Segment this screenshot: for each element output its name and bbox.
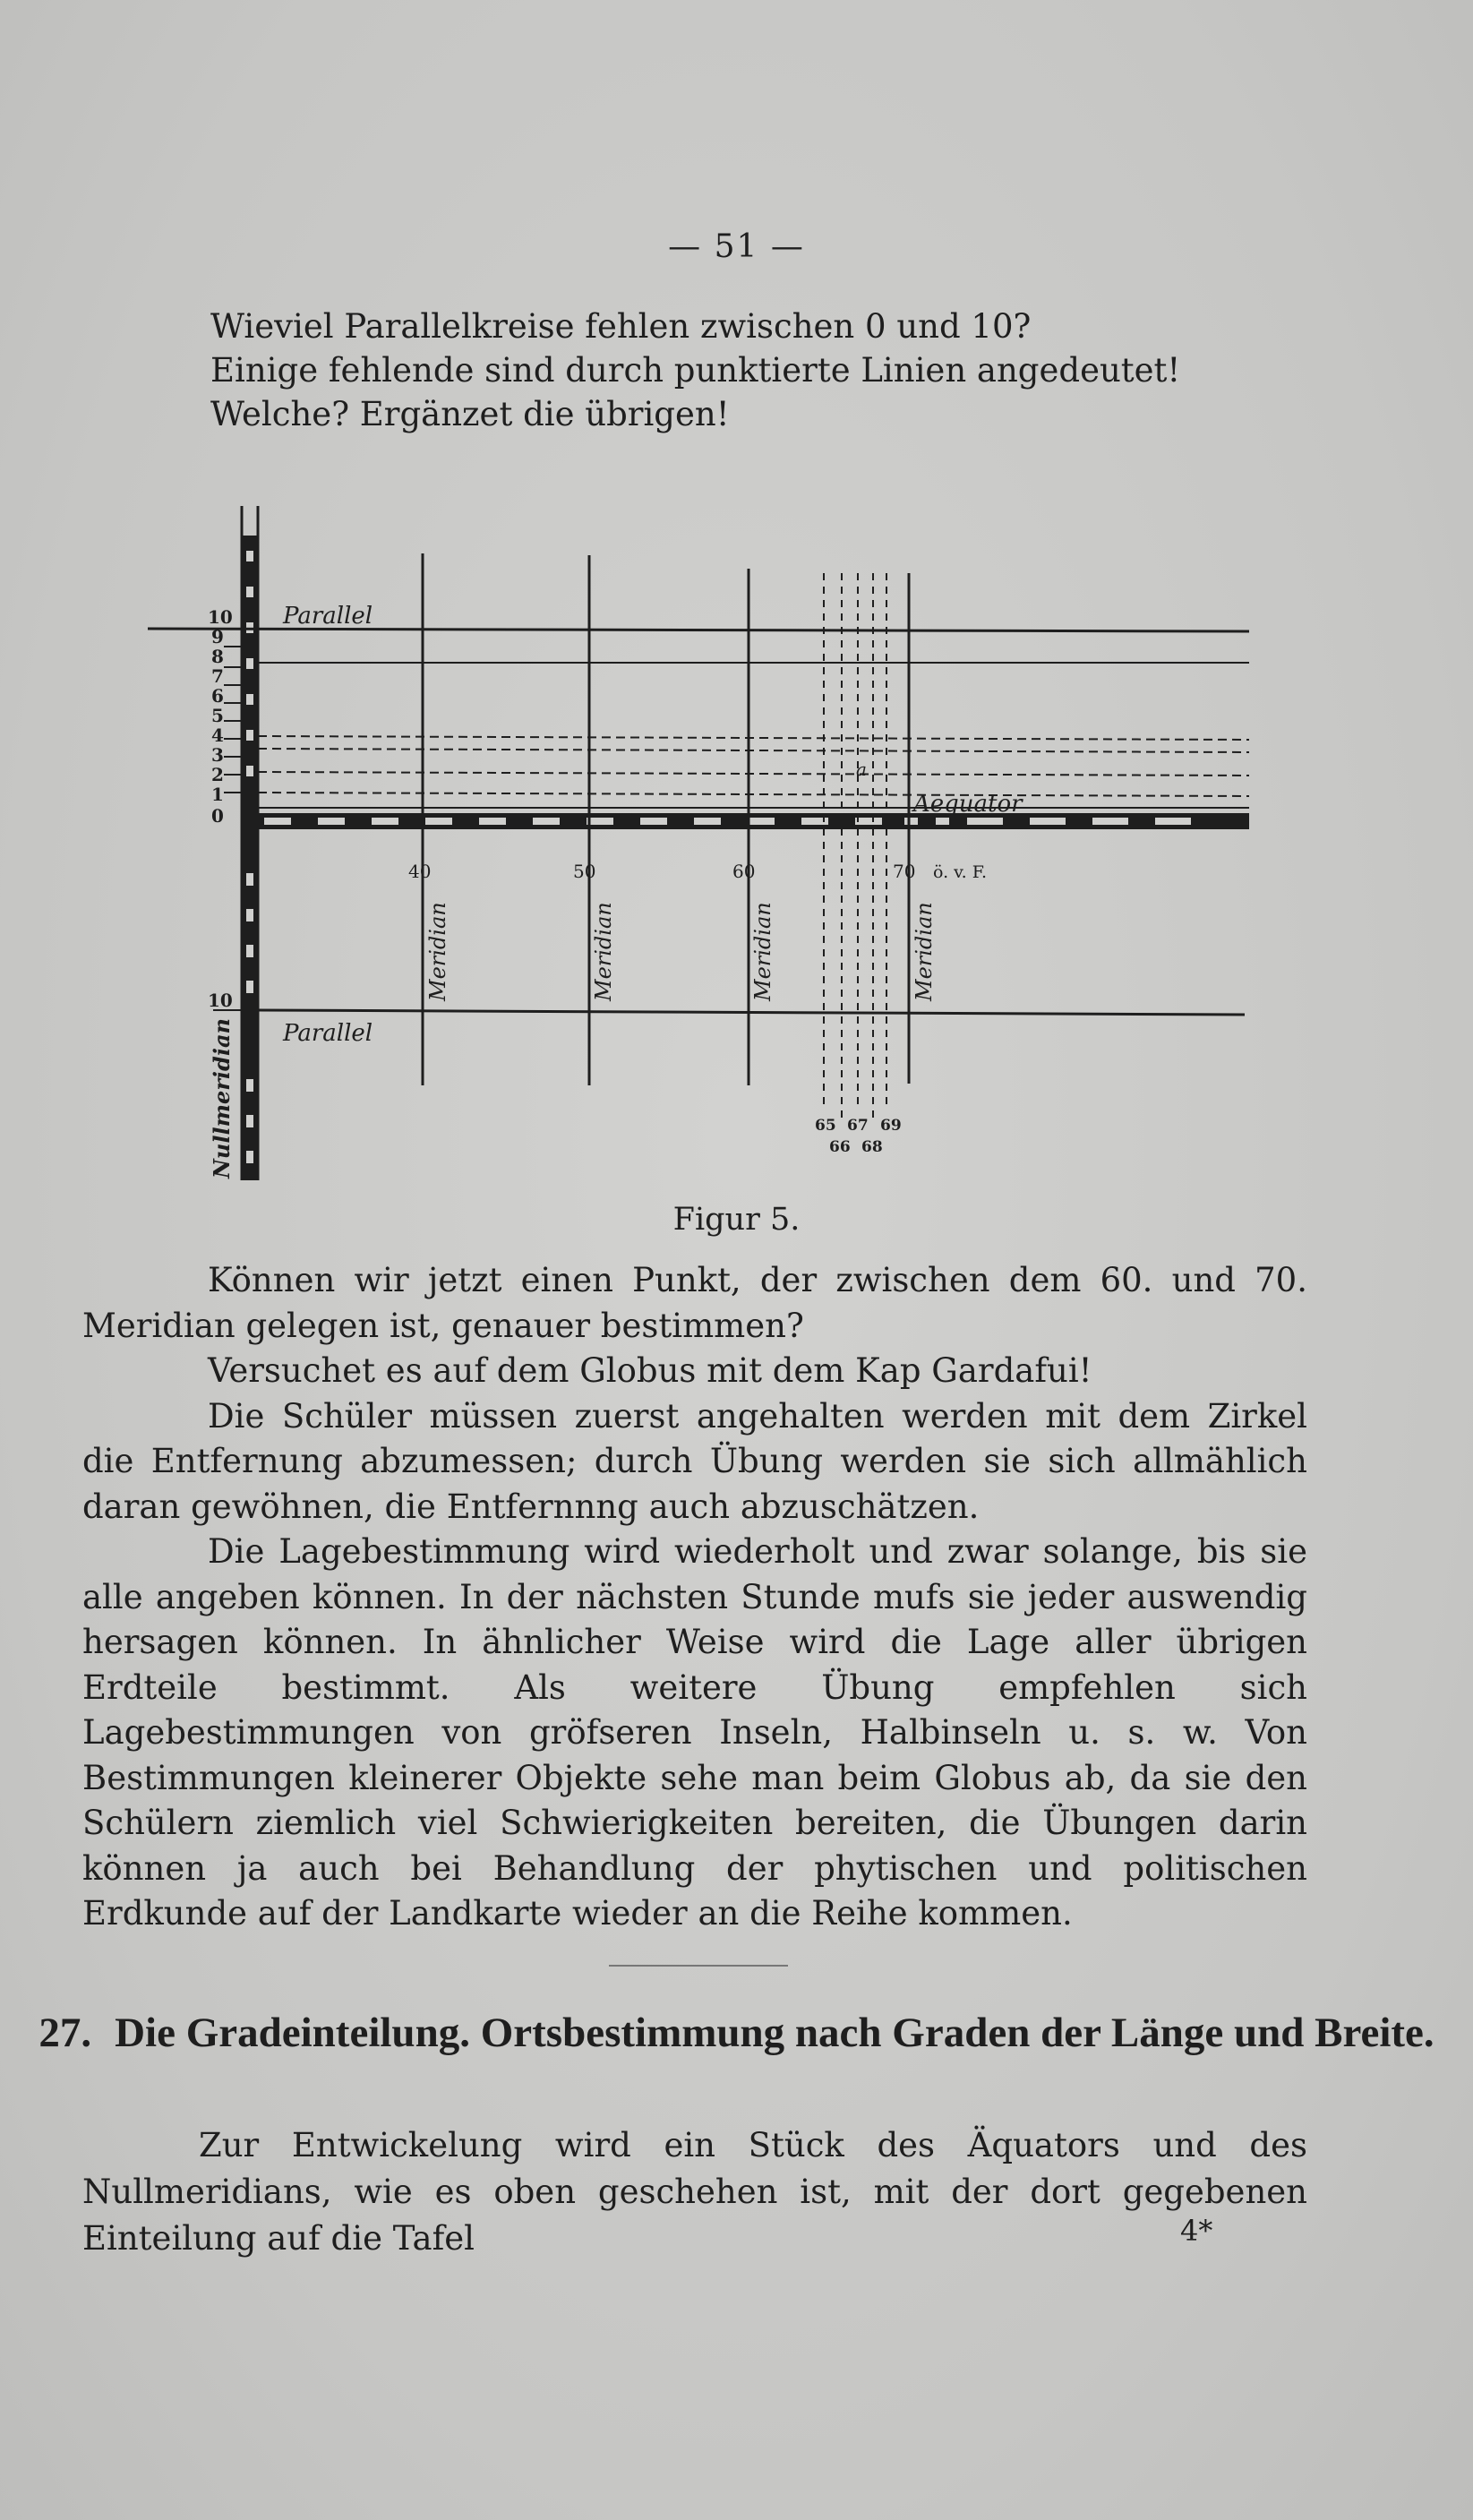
scale-label-7: 7 <box>211 665 224 687</box>
scale-label-3: 3 <box>211 744 224 766</box>
paragraph: Die Schüler müssen zuerst angehalten werden mit dem Zirkel die Entfernung abzumessen; durch Übung werden sie sich allmählich daran gewöhnen, die Entfernnng auch abzuschätzen. <box>82 1396 1307 1526</box>
paragraph: Versuchet es auf dem Globus mit dem Kap Gardafui! <box>208 1351 1092 1390</box>
scale-label-4: 4 <box>211 724 224 746</box>
paragraph: Die Lagebestimmung wird wiederholt und zwar solange, bis sie alle angeben können. In der nächsten Stunde mufs sie jeder auswendig hersagen können. In ähnlicher Weise wird die Lage aller übrigen Erdteile bestimmt. Als weitere Übung empfehlen sich Lagebestimmungen von gröfseren Inseln, Halbinseln u. s. w. Von Bestimmungen kleinerer Objekte sehe man beim Globus ab, da sie den Schülern ziemlich viel Schwierigkeiten bereiten, die Übungen darin können ja auch bei Behandlung der phytischen und politischen Erdkunde auf der Landkarte wieder an die Reihe kommen. <box>82 1532 1307 1933</box>
section-heading <box>0 2006 1473 2060</box>
sub-meridian-65: 65 <box>815 1117 836 1135</box>
intro-line: Wieviel Parallelkreise fehlen zwischen 0 und 10? <box>210 307 1032 346</box>
meridian-number-50: 50 <box>573 861 596 882</box>
parallel-dotted-line <box>258 736 1249 740</box>
meridian-label-60: Meridian <box>750 902 775 1001</box>
meridian-number-40: 40 <box>408 861 432 882</box>
scale-label-9: 9 <box>211 626 224 647</box>
sub-meridian-69: 69 <box>880 1117 902 1135</box>
zero-meridian-label: Nullmeridian <box>209 1018 235 1179</box>
paragraph: Können wir jetzt einen Punkt, der zwischen dem 60. und 70. Meridian gelegen ist, genauer bestimmen? <box>82 1261 1307 1345</box>
meridian-label-40: Meridian <box>425 902 450 1001</box>
parallel-dotted-line <box>258 749 1249 752</box>
parallel-dotted-line <box>258 772 1249 776</box>
meridian-label-70: Meridian <box>912 902 937 1001</box>
paragraph: Zur Entwickelung wird ein Stück des Äquators und des Nullmeridians, wie es oben geschehen ist, mit der dort gegebenen Einteilung auf die Tafel <box>82 2126 1307 2258</box>
scale-label-south-10: 10 <box>208 990 233 1011</box>
section-title: Die Gradeinteilung. Ortsbestimmung nach Graden der Länge und Breite. <box>115 2010 1434 2056</box>
scale-label-10: 10 <box>208 606 233 628</box>
intro-line: Einige fehlende sind durch punktierte Linien angedeutet! <box>210 351 1181 390</box>
section-number: 27. <box>39 2010 92 2056</box>
meridian-label-50: Meridian <box>591 902 616 1001</box>
scale-label-6: 6 <box>211 685 224 707</box>
sub-meridian-68: 68 <box>861 1138 883 1156</box>
parallel-10-south-line <box>258 1010 1245 1015</box>
sub-meridian-67: 67 <box>847 1117 869 1135</box>
east-suffix-label: ö. v. F. <box>933 862 988 882</box>
scale-label-8: 8 <box>211 646 224 667</box>
sub-meridian-dotted-lines <box>824 573 886 1119</box>
final-text <box>82 2122 1307 2262</box>
sub-meridian-66: 66 <box>829 1138 851 1156</box>
figure-caption: Figur 5. <box>672 1202 801 1238</box>
signature-mark: 4* <box>1180 2214 1213 2248</box>
meridian-number-60: 60 <box>732 861 756 882</box>
meridian-labels <box>425 902 937 1002</box>
scale-label-5: 5 <box>211 705 224 726</box>
scale-label-0: 0 <box>211 805 224 827</box>
parallel-dotted-line <box>258 793 1249 796</box>
meridian-number-70: 70 <box>893 861 916 882</box>
equator-label: Aequator <box>913 791 1023 818</box>
scale-label-2: 2 <box>211 764 224 785</box>
sub-meridian-labels <box>815 1117 902 1156</box>
section-divider <box>609 1965 788 1967</box>
body-text <box>82 1258 1307 1937</box>
meridian-number-labels <box>408 861 987 882</box>
page-number: — 51 — <box>668 228 805 265</box>
scale-label-1: 1 <box>211 784 224 805</box>
intro-line: Welche? Ergänzet die übrigen! <box>210 395 730 433</box>
parallel-top-label: Parallel <box>283 603 373 630</box>
point-a-label: a <box>856 759 867 780</box>
parallel-bottom-label: Parallel <box>283 1020 373 1047</box>
